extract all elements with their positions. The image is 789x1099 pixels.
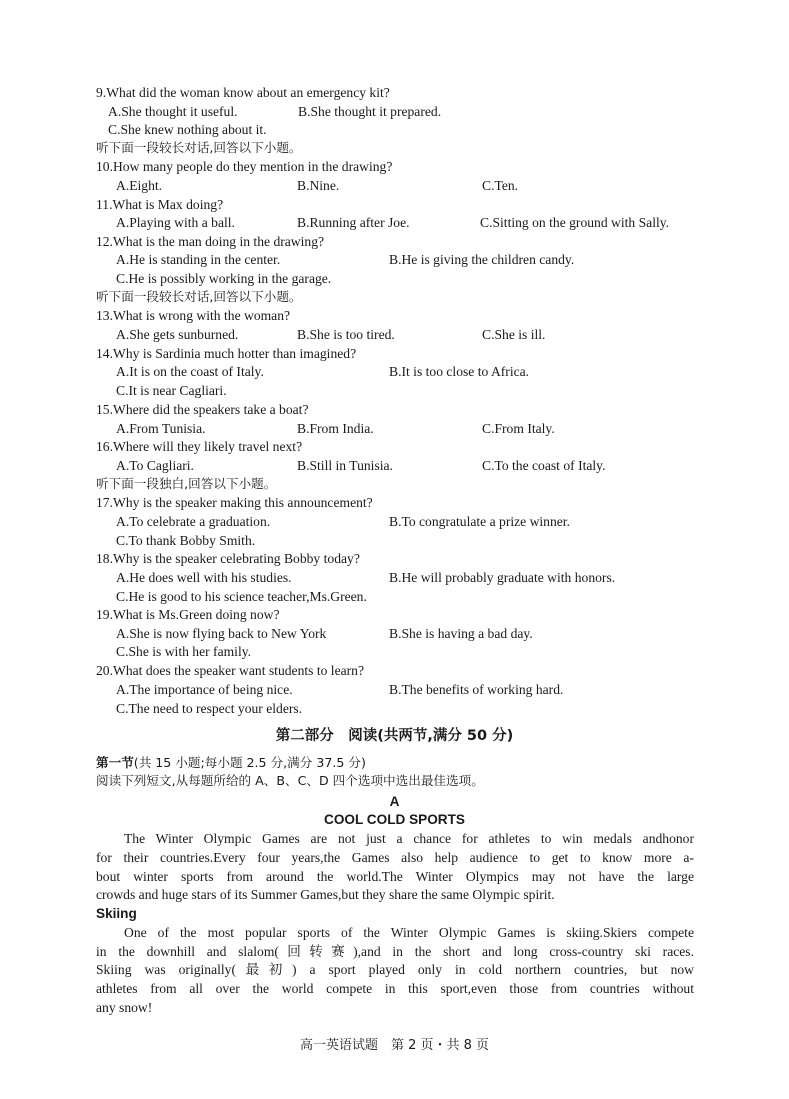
question-14: 14.Why is Sardinia much hotter than imagined? xyxy=(96,346,357,361)
intro-line-4: crowds and huge stars of its Summer Games,but they share the same Olympic spirit. xyxy=(96,887,555,902)
option-16a: A.To Cagliari. xyxy=(116,458,194,473)
option-17c: C.To thank Bobby Smith. xyxy=(116,533,256,548)
question-13: 13.What is wrong with the woman? xyxy=(96,308,291,323)
option-13c: C.She is ill. xyxy=(482,327,546,342)
option-15b: B.From India. xyxy=(297,421,374,436)
skiing-line-1: One of the most popular sports of the Winter Olympic Games is skiing.Skiers compete xyxy=(124,925,694,940)
intro-line-3: bout winter sports from around the world.The Winter Olympics may not have the large xyxy=(96,869,694,884)
skiing-line-2: in the downhill and slalom(回转赛),and in the short and long cross-country ski races. xyxy=(96,944,694,959)
part2-title: 第二部分 阅读(共两节,满分 50 分) xyxy=(275,728,514,744)
question-16: 16.Where will they likely travel next? xyxy=(96,439,303,454)
option-10b: B.Nine. xyxy=(297,178,340,193)
question-18: 18.Why is the speaker celebrating Bobby today? xyxy=(96,551,360,566)
option-20b: B.The benefits of working hard. xyxy=(389,682,564,697)
option-10a: A.Eight. xyxy=(116,178,163,193)
question-10: 10.How many people do they mention in the drawing? xyxy=(96,159,393,174)
option-18b: B.He will probably graduate with honors. xyxy=(389,570,616,585)
option-9a: A.She thought it useful. xyxy=(108,104,238,119)
option-12c: C.He is possibly working in the garage. xyxy=(116,271,332,286)
passage-letter: A xyxy=(389,794,400,809)
question-11: 11.What is Max doing? xyxy=(96,197,224,212)
option-20a: A.The importance of being nice. xyxy=(116,682,293,697)
option-11c: C.Sitting on the ground with Sally. xyxy=(480,215,670,230)
option-9b: B.She thought it prepared. xyxy=(298,104,442,119)
skiing-line-3: Skiing was originally(最初) a sport played only in cold northern countries, but now xyxy=(96,962,694,977)
reading-instruction: 阅读下列短文,从每题所给的 A、B、C、D 四个选项中选出最佳选项。 xyxy=(96,773,484,788)
option-19c: C.She is with her family. xyxy=(116,644,252,659)
instruction-long-dialogue-1: 听下面一段较长对话,回答以下小题。 xyxy=(96,140,302,155)
option-16c: C.To the coast of Italy. xyxy=(482,458,606,473)
option-19b: B.She is having a bad day. xyxy=(389,626,533,641)
option-15c: C.From Italy. xyxy=(482,421,555,436)
skiing-heading: Skiing xyxy=(96,906,137,921)
option-12b: B.He is giving the children candy. xyxy=(389,252,575,267)
option-16b: B.Still in Tunisia. xyxy=(297,458,393,473)
question-15: 15.Where did the speakers take a boat? xyxy=(96,402,309,417)
option-14b: B.It is too close to Africa. xyxy=(389,364,530,379)
section1-header xyxy=(96,754,366,772)
option-19a: A.She is now flying back to New York xyxy=(116,626,327,641)
skiing-line-4: athletes from all over the world compete in this sport,even those from countries without xyxy=(96,981,694,996)
section1-detail: (共 15 小题;每小题 2.5 分,满分 37.5 分) xyxy=(133,755,366,770)
option-12a: A.He is standing in the center. xyxy=(116,252,281,267)
option-17a: A.To celebrate a graduation. xyxy=(116,514,271,529)
section1-label: 第一节 xyxy=(96,755,134,770)
instruction-long-dialogue-2: 听下面一段较长对话,回答以下小题。 xyxy=(96,289,302,304)
option-13b: B.She is too tired. xyxy=(297,327,395,342)
question-9: 9.What did the woman know about an emergency kit? xyxy=(96,85,390,100)
option-18c: C.He is good to his science teacher,Ms.Green. xyxy=(116,589,367,604)
page-footer: 高一英语试题 第 2 页・共 8 页 xyxy=(299,1038,490,1053)
question-17: 17.Why is the speaker making this announcement? xyxy=(96,495,373,510)
option-11a: A.Playing with a ball. xyxy=(116,215,235,230)
option-10c: C.Ten. xyxy=(482,178,519,193)
instruction-monologue: 听下面一段独白,回答以下小题。 xyxy=(96,476,277,491)
question-20: 20.What does the speaker want students to learn? xyxy=(96,663,365,678)
option-18a: A.He does well with his studies. xyxy=(116,570,292,585)
intro-line-2: for their countries.Every four years,the Games also help audience to get to know more a- xyxy=(96,850,694,865)
option-14c: C.It is near Cagliari. xyxy=(116,383,227,398)
option-13a: A.She gets sunburned. xyxy=(116,327,239,342)
option-17b: B.To congratulate a prize winner. xyxy=(389,514,570,529)
skiing-line-5: any snow! xyxy=(96,1000,153,1015)
question-19: 19.What is Ms.Green doing now? xyxy=(96,607,280,622)
option-14a: A.It is on the coast of Italy. xyxy=(116,364,264,379)
option-11b: B.Running after Joe. xyxy=(297,215,410,230)
option-9c: C.She knew nothing about it. xyxy=(108,122,267,137)
intro-line-1: The Winter Olympic Games are not just a chance for athletes to win medals andhonor xyxy=(124,831,694,846)
option-15a: A.From Tunisia. xyxy=(116,421,206,436)
question-12: 12.What is the man doing in the drawing? xyxy=(96,234,325,249)
option-20c: C.The need to respect your elders. xyxy=(116,701,303,716)
passage-title: COOL COLD SPORTS xyxy=(324,812,465,827)
